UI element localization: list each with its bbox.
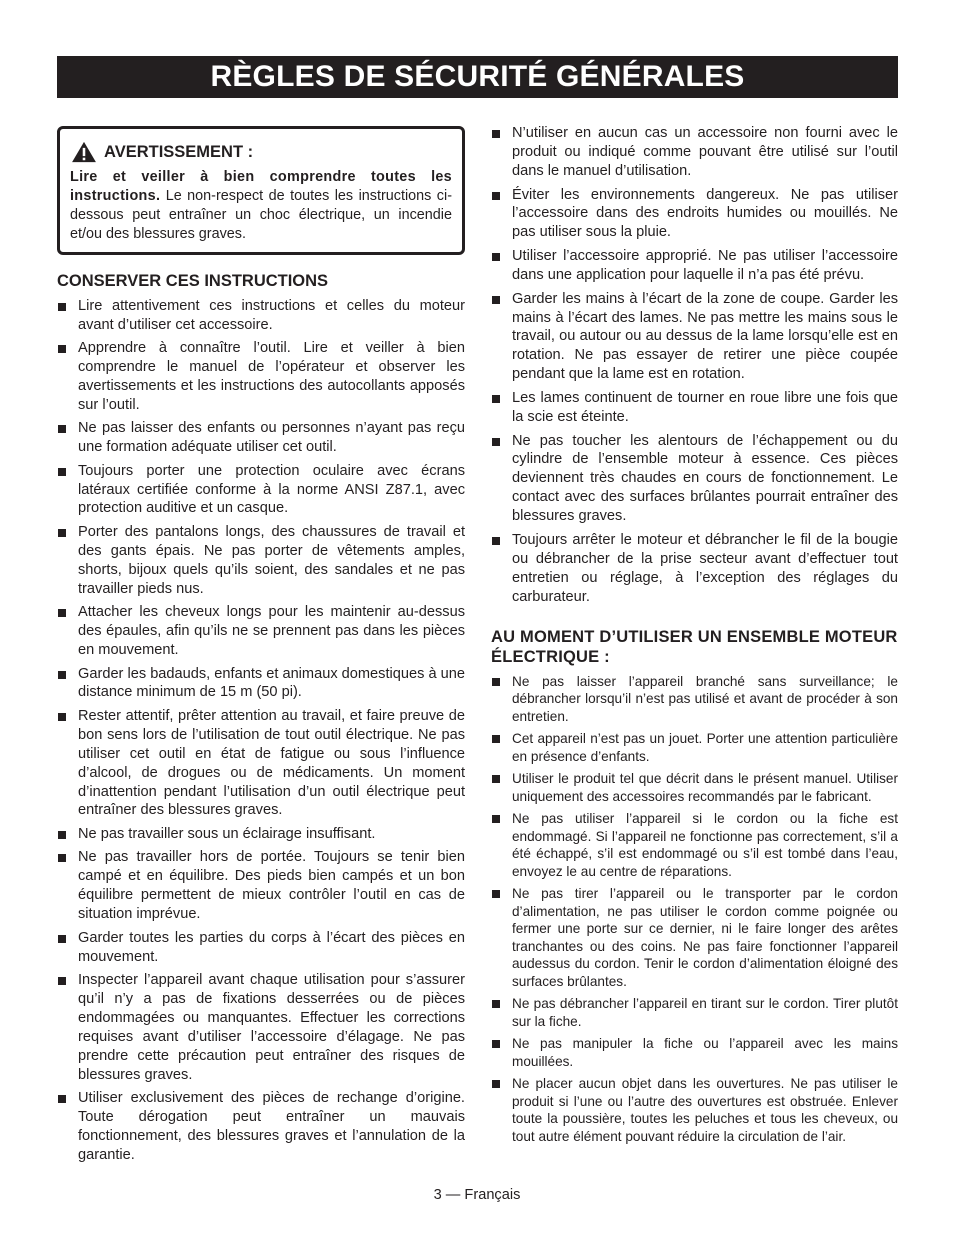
list-item-text: Utiliser le produit tel que décrit dans le présent manuel. Utiliser uniquement des accessoires recommandés par le fabricant. — [512, 771, 898, 804]
list-item-text: Ne pas tirer l’appareil ou le transporter par le cordon d’alimentation, ne pas utiliser le cordon comme poignée ou fermer une porte sur ce dernier, ni le faire longer des arêtes tranchantes ou des coins. Ne pas faire fonctionner l’appareil audessus du cordon. Tenir le cordon d’alimentation éloigné des surfaces brûlantes. — [512, 886, 898, 989]
list-item-text: Ne pas toucher les alentours de l’échappement ou du cylindre de l’ensemble moteur à essence. Ces pièces deviennent très chaudes en cours de fonctionnement. Le contact avec des surfaces brûlantes pourrait entraîner des blessures graves. — [512, 432, 898, 525]
square-bullet-icon — [58, 854, 66, 862]
warning-header — [70, 141, 452, 163]
list-item — [491, 531, 898, 607]
list-item — [491, 885, 898, 990]
square-bullet-icon — [492, 1000, 500, 1008]
list-item — [57, 297, 465, 335]
square-bullet-icon — [492, 130, 500, 138]
list-item — [57, 971, 465, 1084]
list-item — [491, 389, 898, 427]
warning-bold-text: Lire et veiller à bien comprendre toutes les instructions. — [70, 169, 452, 204]
list-item-text: Ne pas débrancher l’appareil en tirant sur le cordon. Tirer plutôt sur la fiche. — [512, 996, 898, 1029]
list-item — [57, 603, 465, 660]
list-item-text: Ne pas utiliser l’appareil si le cordon ou la fiche est endommagé. Si l’appareil ne fonctionne pas correctement, s’il a été échappé, s’il est endommagé ou s’il est tombé dans l’eau, envoyez le au centre de réparations. — [512, 811, 898, 879]
square-bullet-icon — [58, 425, 66, 433]
list-item-text: Les lames continuent de tourner en roue libre une fois que la scie est éteinte. — [512, 389, 898, 425]
list-item-text: Éviter les environnements dangereux. Ne pas utiliser l’accessoire dans des endroits humides ou mouillés. Ne pas utiliser sous la pluie. — [512, 186, 898, 241]
list-item-text: Garder les badauds, enfants et animaux domestiques à une distance minimum de 15 m (50 pi). — [78, 665, 465, 701]
square-bullet-icon — [492, 438, 500, 446]
square-bullet-icon — [492, 775, 500, 783]
left-column — [57, 126, 465, 1169]
square-bullet-icon — [58, 713, 66, 721]
warning-title: AVERTISSEMENT : — [104, 142, 254, 161]
list-item-text: Cet appareil n’est pas un jouet. Porter une attention particulière en présence d’enfants. — [512, 731, 898, 764]
list-item — [57, 707, 465, 820]
square-bullet-icon — [492, 890, 500, 898]
warning-text — [70, 168, 452, 244]
list-item-text: Ne pas manipuler la fiche ou l’appareil avec les mains mouillées. — [512, 1036, 898, 1069]
list-item-text: Ne pas travailler sous un éclairage insuffisant. — [78, 825, 376, 842]
square-bullet-icon — [492, 253, 500, 261]
list-item — [57, 339, 465, 415]
square-bullet-icon — [58, 609, 66, 617]
square-bullet-icon — [58, 303, 66, 311]
list-item — [57, 419, 465, 457]
list-item — [491, 290, 898, 385]
list-item — [491, 770, 898, 805]
list-item-text: Inspecter l’appareil avant chaque utilisation pour s’assurer qu’il n’y a pas de fixations desserrées ou de pièces endommagées ou manquantes. Effectuer les corrections requises avant d’utiliser l’accessoire d’élagage. Ne pas prendre cette précaution peut entraîner des risques de blessures graves. — [78, 972, 465, 1083]
warning-box — [57, 126, 465, 255]
section-heading-electric: AU MOMENT D’UTILISER UN ENSEMBLE MOTEUR ÉLECTRIQUE : — [491, 627, 898, 666]
list-item-text: Toujours arrêter le moteur et débrancher le fil de la bougie ou débrancher de la prise secteur avant d’effectuer tout entretien ou réglage, à l’exception des réglages du carburateur. — [512, 531, 898, 605]
list-item-text: Utiliser l’accessoire approprié. Ne pas utiliser l’accessoire dans une application pour laquelle il n’a pas été prévu. — [512, 248, 898, 283]
list-item-text: Attacher les cheveux longs pour les maintenir au-dessus des épaules, afin qu’ils ne se prennent pas dans les pièces en mouvement. — [78, 604, 465, 658]
section-heading-conserver: CONSERVER CES INSTRUCTIONS — [57, 271, 329, 290]
square-bullet-icon — [58, 935, 66, 943]
list-item — [57, 462, 465, 519]
list-item-text: Ne pas travailler hors de portée. Toujours se tenir bien campé et en équilibre. Des pieds bien campés et un bon équilibre permettent de mieux contrôler l’outil en cas de situation imprévue. — [78, 849, 465, 923]
square-bullet-icon — [492, 192, 500, 200]
page-footer: 3 — Français — [433, 1187, 521, 1203]
square-bullet-icon — [58, 671, 66, 679]
warning-body-text: Le non-respect de toutes les instructions ci-dessous peut entraîner un choc électrique, un incendie et/ou des blessures graves. — [70, 187, 452, 242]
square-bullet-icon — [58, 831, 66, 839]
list-item — [57, 523, 465, 599]
list-item — [491, 995, 898, 1030]
list-item — [57, 665, 465, 703]
list-item — [491, 1075, 898, 1145]
list-item-text: Ne pas laisser l’appareil branché sans surveillance; le débrancher lorsqu’il n’est pas utilisé et avant de procéder à son entretien. — [512, 673, 898, 724]
list-item — [491, 186, 898, 243]
list-item-text: Lire attentivement ces instructions et celles du moteur avant d’utiliser cet accessoire. — [78, 297, 465, 333]
list-item — [491, 1035, 898, 1070]
list-item — [491, 432, 898, 527]
list-item — [57, 825, 465, 844]
right-column — [491, 124, 898, 1150]
list-item — [57, 929, 465, 967]
square-bullet-icon — [492, 395, 500, 403]
list-item — [491, 810, 898, 880]
square-bullet-icon — [492, 815, 500, 823]
list-item — [491, 124, 898, 181]
list-item-text: Utiliser exclusivement des pièces de rechange d’origine. Toute dérogation peut entraîner un mauvais fonctionnement, des blessures graves et l’annulation de la garantie. — [78, 1090, 465, 1163]
list-item-text: Rester attentif, prêter attention au travail, et faire preuve de bon sens lors de l’utilisation de tout outil électrique. Ne pas utiliser cet outil en état de fatigue ou sous l’influence d’alcool, de drogues ou de médicaments. Un moment d’inattention pendant l’utilisation d’un outil électrique peut entraîner des blessures graves. — [78, 707, 465, 819]
list-item-text: Apprendre à connaître l’outil. Lire et veiller à bien comprendre le manuel de l’opérateur et observer les avertissements et les instructions des autocollants apposés sur l’outil. — [78, 340, 465, 413]
square-bullet-icon — [58, 1095, 66, 1103]
square-bullet-icon — [492, 735, 500, 743]
square-bullet-icon — [492, 1080, 500, 1088]
square-bullet-icon — [492, 296, 500, 304]
conserver-instructions-list — [57, 297, 465, 1165]
square-bullet-icon — [58, 345, 66, 353]
square-bullet-icon — [58, 977, 66, 985]
square-bullet-icon — [492, 678, 500, 686]
list-item — [57, 1089, 465, 1165]
square-bullet-icon — [492, 1040, 500, 1048]
general-rules-list — [491, 124, 898, 607]
list-item-text: Garder toutes les parties du corps à l’écart des pièces en mouvement. — [78, 929, 465, 965]
square-bullet-icon — [58, 468, 66, 476]
warning-triangle-icon — [70, 141, 98, 163]
list-item-text: Ne pas laisser des enfants ou personnes n’ayant pas reçu une formation adéquate utiliser cet outil. — [78, 420, 465, 456]
page-title: RÈGLES DE SÉCURITÉ GÉNÉRALES — [57, 56, 898, 98]
list-item — [491, 673, 898, 726]
list-item — [57, 848, 465, 924]
list-item-text: Garder les mains à l’écart de la zone de coupe. Garder les mains à l’écart des lames. Ne pas mettre les mains sous le travail, ou autour ou au dessus de la lame lorsqu’elle est en rotation. Ne pas essayer de retirer une pièce coupée pendant que la lame est en rotation. — [512, 290, 898, 383]
electric-rules-list — [491, 673, 898, 1146]
list-item-text: N’utiliser en aucun cas un accessoire non fourni avec le produit ou indiqué comme pouvant être utilisé sur l’outil dans le manuel d’utilisation. — [512, 125, 898, 179]
list-item — [491, 247, 898, 285]
list-item-text: Porter des pantalons longs, des chaussures de travail et des gants épais. Ne pas porter de vêtements amples, shorts, bijoux quels qu’ils soient, des sandales et ne pas travailler pieds nus. — [78, 523, 465, 597]
square-bullet-icon — [492, 537, 500, 545]
list-item-text: Ne placer aucun objet dans les ouvertures. Ne pas utiliser le produit si l’une ou l’autre des ouvertures est obstruée. Enlever toute la poussière, toutes les peluches et tous les cheveux, ou tout autre élément pouvant réduire la circulation de l’air. — [512, 1076, 898, 1144]
list-item-text: Toujours porter une protection oculaire avec écrans latéraux certifiée conforme à la norme ANSI Z87.1, avec protection auditive et un casque. — [78, 462, 465, 517]
square-bullet-icon — [58, 529, 66, 537]
list-item — [491, 730, 898, 765]
